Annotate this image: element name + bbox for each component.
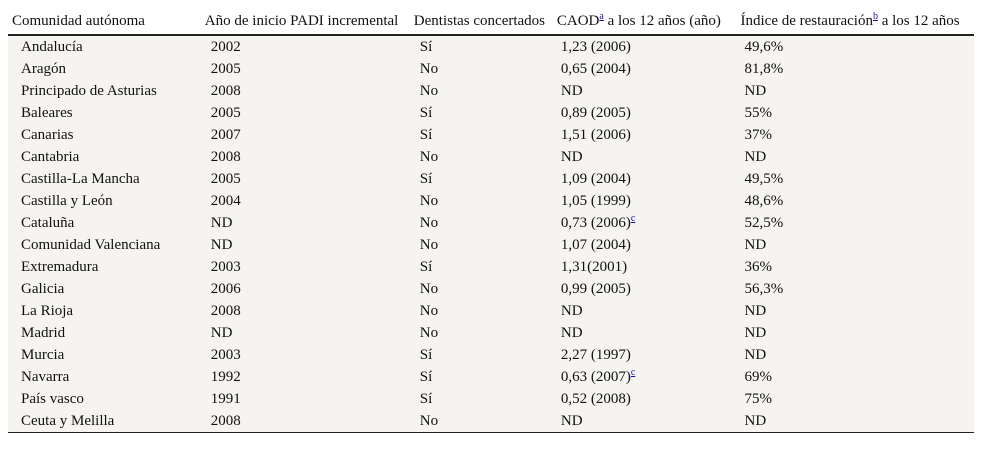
table-row bbox=[8, 388, 974, 410]
cell-caod: ND bbox=[560, 83, 583, 99]
cell-dentistas: Sí bbox=[419, 369, 433, 385]
footnote-c-link[interactable]: c bbox=[630, 213, 636, 224]
cell-comunidad: Cataluña bbox=[21, 215, 75, 231]
cell-anio: 2007 bbox=[210, 127, 241, 143]
cell-caod: ND bbox=[560, 303, 583, 319]
cell-anio: 2006 bbox=[210, 281, 241, 297]
cell-caod: 1,31(2001) bbox=[560, 259, 628, 275]
cell-anio: 1992 bbox=[210, 369, 241, 385]
table-container bbox=[8, 8, 974, 433]
cell-comunidad: Cantabria bbox=[21, 149, 80, 165]
cell-anio: 2008 bbox=[210, 303, 241, 319]
table-row bbox=[8, 300, 974, 322]
cell-indice: ND bbox=[744, 149, 767, 165]
cell-anio: 2008 bbox=[210, 83, 241, 99]
cell-dentistas: No bbox=[419, 281, 439, 297]
header-comunidad: Comunidad autónoma bbox=[8, 8, 201, 35]
cell-caod: ND bbox=[553, 410, 737, 433]
cell-dentistas: No bbox=[419, 237, 439, 253]
cell-indice: 81,8% bbox=[744, 61, 784, 77]
cell-indice: 69% bbox=[744, 369, 773, 385]
cell-dentistas: No bbox=[419, 215, 439, 231]
cell-indice: 56,3% bbox=[744, 281, 784, 297]
cell-dentistas: Sí bbox=[419, 259, 433, 275]
cell-indice: 36% bbox=[744, 259, 773, 275]
table-row bbox=[8, 35, 974, 58]
header-dentistas: Dentistas concertados bbox=[410, 8, 553, 35]
cell-dentistas: Sí bbox=[419, 127, 433, 143]
cell-indice: ND bbox=[744, 347, 767, 363]
cell-comunidad: Aragón bbox=[21, 61, 66, 77]
cell-caod: 0,65 (2004) bbox=[560, 61, 631, 77]
table-row bbox=[8, 322, 974, 344]
cell-dentistas: No bbox=[410, 410, 553, 433]
table-row bbox=[8, 344, 974, 366]
cell-caod: 0,63 (2007)$^c$ bbox=[560, 367, 636, 385]
cell-anio: ND bbox=[210, 325, 233, 341]
footnote-a-link[interactable]: a bbox=[599, 11, 604, 22]
cell-indice: ND bbox=[737, 410, 974, 433]
cell-indice: 75% bbox=[744, 391, 773, 407]
footnote-c-link[interactable]: c bbox=[630, 367, 636, 378]
cell-caod: ND bbox=[560, 325, 583, 341]
cell-comunidad: La Rioja bbox=[21, 303, 74, 319]
data-table bbox=[8, 8, 974, 433]
table-body bbox=[8, 35, 974, 433]
footnote-b-link[interactable]: b bbox=[872, 11, 878, 22]
cell-comunidad: Galicia bbox=[21, 281, 65, 297]
table-row bbox=[8, 212, 974, 234]
table-row bbox=[8, 102, 974, 124]
cell-indice: ND bbox=[744, 83, 767, 99]
table-row bbox=[8, 256, 974, 278]
table-row bbox=[8, 234, 974, 256]
cell-dentistas: Sí bbox=[419, 391, 433, 407]
cell-comunidad: Andalucía bbox=[21, 39, 83, 55]
cell-anio: 2002 bbox=[210, 39, 241, 55]
cell-comunidad: País vasco bbox=[21, 391, 84, 407]
cell-caod: 0,89 (2005) bbox=[560, 105, 631, 121]
cell-indice: 55% bbox=[744, 105, 773, 121]
cell-dentistas: Sí bbox=[419, 347, 433, 363]
header-indice: Índice de restauración$^b$ a los 12 años bbox=[737, 8, 974, 35]
table-row bbox=[8, 366, 974, 388]
cell-anio: 2008 bbox=[210, 149, 241, 165]
table-row bbox=[8, 168, 974, 190]
cell-dentistas: No bbox=[419, 61, 439, 77]
header-anio: Año de inicio PADI incremental bbox=[201, 8, 410, 35]
cell-anio: 2005 bbox=[210, 61, 241, 77]
cell-comunidad: Comunidad Valenciana bbox=[21, 237, 161, 253]
cell-dentistas: No bbox=[419, 325, 439, 341]
cell-dentistas: No bbox=[419, 149, 439, 165]
cell-comunidad: Canarias bbox=[21, 127, 74, 143]
table-row bbox=[8, 190, 974, 212]
cell-comunidad: Extremadura bbox=[21, 259, 99, 275]
cell-indice: 48,6% bbox=[744, 193, 784, 209]
cell-indice: ND bbox=[744, 237, 767, 253]
cell-indice: 37% bbox=[744, 127, 773, 143]
cell-indice: 49,6% bbox=[744, 39, 784, 55]
table-row bbox=[8, 278, 974, 300]
cell-caod: 1,09 (2004) bbox=[560, 171, 631, 187]
cell-anio: 2004 bbox=[210, 193, 241, 209]
cell-anio: 2003 bbox=[210, 347, 241, 363]
cell-comunidad: Castilla y León bbox=[21, 193, 113, 209]
cell-indice: ND bbox=[744, 303, 767, 319]
header-caod: CAOD$^a$ a los 12 años (año) bbox=[553, 8, 737, 35]
cell-dentistas: No bbox=[419, 83, 439, 99]
cell-comunidad: Madrid bbox=[21, 325, 66, 341]
cell-anio: ND bbox=[210, 215, 233, 231]
cell-caod: 1,05 (1999) bbox=[560, 193, 631, 209]
cell-anio: 2005 bbox=[210, 105, 241, 121]
cell-comunidad: Castilla-La Mancha bbox=[21, 171, 140, 187]
cell-dentistas: No bbox=[419, 193, 439, 209]
table-row bbox=[8, 80, 974, 102]
cell-comunidad: Ceuta y Melilla bbox=[8, 410, 201, 433]
cell-caod: 0,52 (2008) bbox=[560, 391, 631, 407]
cell-dentistas: No bbox=[419, 303, 439, 319]
cell-comunidad: Murcia bbox=[21, 347, 65, 363]
cell-indice: 52,5% bbox=[744, 215, 784, 231]
cell-anio: ND bbox=[210, 237, 233, 253]
cell-anio: 2008 bbox=[201, 410, 410, 433]
cell-anio: 2003 bbox=[210, 259, 241, 275]
table-row bbox=[8, 410, 974, 433]
cell-anio: 2005 bbox=[210, 171, 241, 187]
cell-comunidad: Principado de Asturias bbox=[21, 83, 157, 99]
cell-anio: 1991 bbox=[210, 391, 241, 407]
cell-caod: ND bbox=[560, 149, 583, 165]
table-header bbox=[8, 8, 974, 35]
cell-comunidad: Baleares bbox=[21, 105, 73, 121]
cell-dentistas: Sí bbox=[419, 39, 433, 55]
cell-caod: 1,23 (2006) bbox=[560, 39, 631, 55]
cell-dentistas: Sí bbox=[419, 105, 433, 121]
table-row bbox=[8, 58, 974, 80]
table-row bbox=[8, 124, 974, 146]
cell-indice: ND bbox=[744, 325, 767, 341]
cell-comunidad: Navarra bbox=[21, 369, 70, 385]
table-row bbox=[8, 146, 974, 168]
cell-caod: 2,27 (1997) bbox=[560, 347, 631, 363]
cell-caod: 0,99 (2005) bbox=[560, 281, 631, 297]
header-row bbox=[8, 8, 974, 35]
cell-caod: 1,07 (2004) bbox=[560, 237, 631, 253]
cell-caod: 0,73 (2006)$^c$ bbox=[560, 213, 636, 231]
cell-indice: 49,5% bbox=[744, 171, 784, 187]
cell-dentistas: Sí bbox=[419, 171, 433, 187]
cell-caod: 1,51 (2006) bbox=[560, 127, 631, 143]
